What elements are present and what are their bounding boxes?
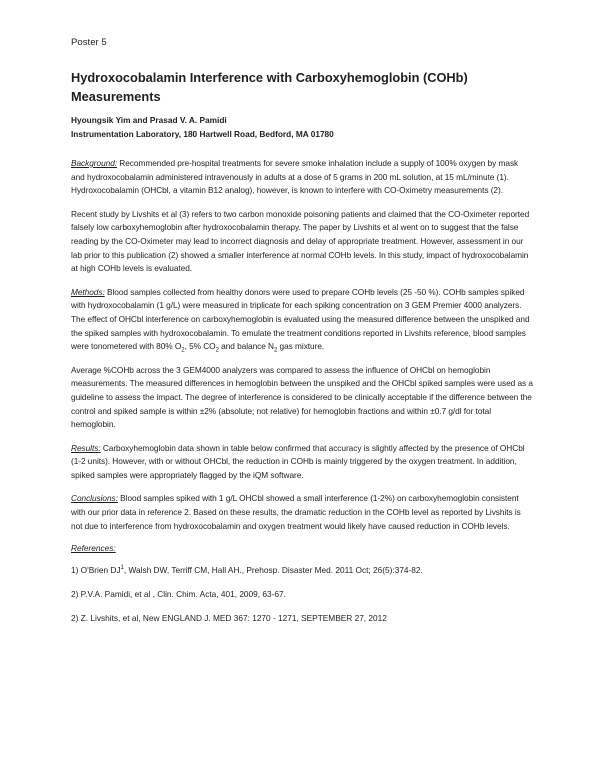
- methods-text-c: and balance N: [218, 341, 274, 352]
- conclusions-label: Conclusions:: [71, 493, 118, 504]
- results-text: Carboxyhemoglobin data shown in table below confirmed that accuracy is slightly affected by the presence of OHCbl (1-2 units). However, with or without OHCbl, the reduction in COHb is mainly triggered by the oxygen treatment. In addition, spiked samples were appropriately flagged by the iQM software.: [71, 442, 525, 480]
- conclusions-paragraph: [71, 492, 533, 533]
- results-paragraph: [71, 442, 533, 483]
- reference-1-superscript: 1: [120, 565, 124, 572]
- background-label: Background:: [71, 158, 118, 168]
- authors: Hyoungsik Yim and Prasad V. A. Pamidi: [71, 115, 227, 125]
- methods-paragraph: [71, 286, 533, 354]
- recent-study-paragraph: Recent study by Livshits et al (3) refers to two carbon monoxide poisoning patients and claimed that the CO-Oximeter reported falsely low carboxyhemoglobin after hydroxocobalamin therapy. The paper by Livshits et al went on to suggest that the false reading by the CO-Oximeter may lead to incorrect diagnosis and delay of appropriate treatment. However, assessment in our lab prior to this publication (2) showed a smaller interference at normal COHb levels. In this study, impact of hydroxocobalamin at high COHb levels is evaluated.: [71, 208, 530, 274]
- methods-text-a: Blood samples collected from healthy donors were used to prepare COHb levels (25 -50 %). COHb samples spiked with hydroxocobalamin (1 g/L) were measured in triplicate for each spiking concentration on 3 GEM Premier 4000 analyzers. The effect of OHCbl interference on carboxyhemoglobin is evaluated using the measured difference between the unspiked and the spiked samples with hydroxocobalamin. To emulate the treatment conditions reported in Livshits reference, blood samples were tonometered with 80% O: [71, 286, 530, 352]
- affiliation: Instrumentation Laboratory, 180 Hartwell Road, Bedford, MA 01780: [71, 129, 334, 139]
- reference-1-text: 1) O'Brien DJ: [71, 565, 121, 576]
- conclusions-text: Blood samples spiked with 1 g/L OHCbl showed a small interference (1-2%) on carboxyhemoglobin consistent with our prior data in reference 2. Based on these results, the dramatic reduction in the COHb level as reported by Livshits is not due to interference from hydroxocobalamin and oxygen treatment would likely have caused reduction in COHb levels.: [71, 493, 521, 531]
- reference-3-text: 2) Z. Livshits, et al, New ENGLAND J. MED 367: 1270 - 1271, SEPTEMBER 27, 2012: [71, 613, 387, 624]
- reference-item: [71, 588, 533, 601]
- average-paragraph: Average %COHb across the 3 GEM4000 analyzers was compared to assess the influence of OHCbl on hemoglobin measurements. The measured differences in hemoglobin between the unspiked and the OHCbl spiked samples were used as a guideline to assess the impact. The degree of interference is considered to be clinically acceptable if the difference between the control and spiked sample is within ±2% (absolute; not relative) for hemoglobin fractions and within ±0.7 g/dl for total hemoglobin.: [71, 364, 533, 430]
- document-page: [71, 37, 533, 636]
- methods-text-b: , 5% CO: [184, 341, 216, 352]
- references-heading: References:: [71, 543, 116, 554]
- poster-label: Poster 5: [71, 37, 107, 48]
- reference-item: [71, 564, 533, 577]
- reference-item: [71, 612, 533, 625]
- methods-subscript-co2: 2: [215, 347, 219, 354]
- background-text: Recommended pre-hospital treatments for severe smoke inhalation include a supply of 100% oxygen by mask and hydroxocobalamin administered intravenously in adults at a dose of 5 grams in 200 mL solution, at 15 mL/minute (1). Hydroxocobalamin (OHCbl, a vitamin B12 analog), however, is known to interfere with CO-Oximetry measurements (2).: [71, 158, 519, 196]
- paper-title: Hydroxocobalamin Interference with Carboxyhemoglobin (COHb) Measurements: [71, 70, 468, 104]
- results-label: Results:: [71, 442, 101, 453]
- reference-1-text-rest: , Walsh DW, Terriff CM, Hall AH., Prehosp. Disaster Med. 2011 Oct; 26(5):374-82.: [123, 565, 423, 576]
- reference-2-text: 2) P.V.A. Pamidi, et al , Clin. Chim. Acta, 401, 2009, 63-67.: [71, 589, 286, 600]
- methods-text-d: gas mixture.: [277, 341, 325, 352]
- methods-label: Methods:: [71, 286, 105, 297]
- methods-subscript-n2: 2: [274, 347, 278, 354]
- methods-subscript-o2: 2: [181, 347, 185, 354]
- background-paragraph: [71, 157, 533, 198]
